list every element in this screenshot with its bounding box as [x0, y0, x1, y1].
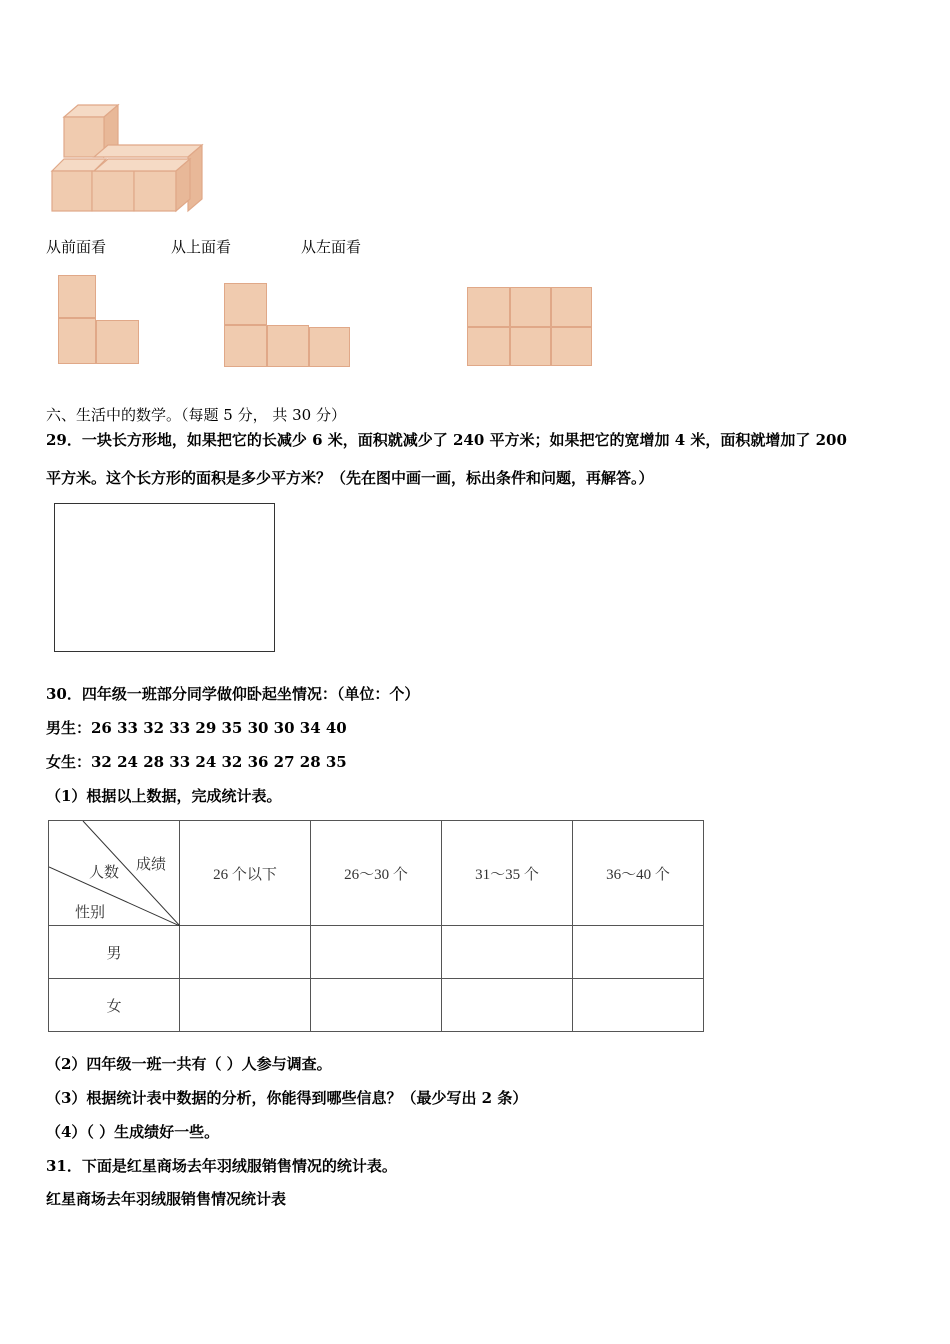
blank-cell[interactable]	[180, 979, 311, 1032]
boys-data: 男生：26 33 32 33 29 35 30 30 34 40	[46, 719, 347, 737]
girls-data: 女生：32 24 28 33 24 32 36 27 28 35	[46, 753, 347, 771]
header-cell: 26～30 个	[311, 821, 442, 926]
stats-table	[48, 820, 704, 1032]
header-cell: 31～35 个	[442, 821, 573, 926]
corner-cell	[49, 821, 180, 926]
q29-text-2: 平方米。这个长方形的面积是多少平方米？（先在图中画一画，标出条件和问题，再解答。）	[46, 469, 654, 487]
corner-count: 人数	[89, 865, 120, 881]
header-cell: 26 个以下	[180, 821, 311, 926]
drawing-box[interactable]	[54, 503, 275, 652]
row-label: 男	[49, 926, 180, 979]
blank-cell[interactable]	[311, 979, 442, 1032]
corner-gender: 性别	[75, 905, 106, 921]
q30-title: 30．四年级一班部分同学做仰卧起坐情况：（单位：个）	[46, 685, 420, 703]
blank-cell[interactable]	[180, 926, 311, 979]
corner-score: 成绩	[136, 857, 167, 873]
blank-cell[interactable]	[573, 926, 704, 979]
blank-cell[interactable]	[573, 979, 704, 1032]
left-view-label: 从左面看	[301, 238, 362, 256]
top-view-label: 从上面看	[171, 238, 232, 256]
blank-cell[interactable]	[442, 979, 573, 1032]
q29-text-1: 29．一块长方形地，如果把它的长减少 6 米，面积就减少了 240 平方米；如果把它的宽增加 4 米，面积就增加了 200	[46, 431, 847, 449]
header-cell: 36～40 个	[573, 821, 704, 926]
row-label: 女	[49, 979, 180, 1032]
table-row	[49, 926, 704, 979]
q30-part2: （2）四年级一班一共有（ ）人参与调查。	[46, 1055, 332, 1073]
section-heading: 六、生活中的数学。（每题 5 分， 共 30 分）	[46, 406, 346, 424]
blank-cell[interactable]	[311, 926, 442, 979]
q31-text: 31．下面是红星商场去年羽绒服销售情况的统计表。	[46, 1157, 397, 1175]
q30-part3: （3）根据统计表中数据的分析，你能得到哪些信息？（最少写出 2 条）	[46, 1089, 528, 1107]
front-view-label: 从前面看	[46, 238, 107, 256]
blank-cell[interactable]	[442, 926, 573, 979]
q30-part1: （1）根据以上数据，完成统计表。	[46, 787, 282, 805]
q30-part4: （4）（ ）生成绩好一些。	[46, 1123, 220, 1141]
table-row	[49, 979, 704, 1032]
cube-stack-figure	[46, 103, 206, 215]
q31-caption: 红星商场去年羽绒服销售情况统计表	[46, 1190, 287, 1208]
